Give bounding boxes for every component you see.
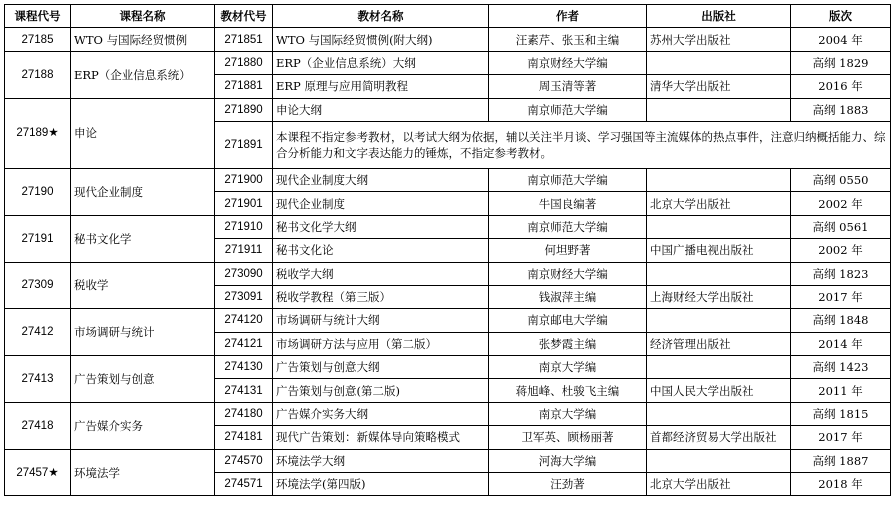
author: 蒋旭峰、杜骏飞主编 <box>489 379 647 402</box>
course-code: 27309 <box>5 262 71 309</box>
publisher <box>647 168 791 191</box>
book-name: 市场调研方法与应用（第二版） <box>273 332 489 355</box>
author: 汪素芹、张玉和主编 <box>489 28 647 51</box>
header-publisher: 出版社 <box>647 5 791 28</box>
course-code: 27412 <box>5 309 71 356</box>
publisher: 上海财经大学出版社 <box>647 285 791 308</box>
book-code: 274181 <box>215 426 273 449</box>
book-name: 市场调研与统计大纲 <box>273 309 489 332</box>
author: 南京师范大学编 <box>489 215 647 238</box>
author: 南京大学编 <box>489 356 647 379</box>
publisher: 北京大学出版社 <box>647 473 791 496</box>
edition: 高纲 0561 <box>791 215 891 238</box>
edition: 2004 年 <box>791 28 891 51</box>
edition: 高纲 1883 <box>791 98 891 121</box>
edition: 高纲 1887 <box>791 449 891 472</box>
table-row <box>5 51 891 74</box>
course-name: 环境法学 <box>71 449 215 496</box>
edition: 高纲 0550 <box>791 168 891 191</box>
edition: 2017 年 <box>791 426 891 449</box>
no-textbook-note: 本课程不指定参考教材，以考试大纲为依据，辅以关注半月谈、学习强国等主流媒体的热点事件，注意归纳概括能力、综合分析能力和文字表达能力的锤炼，不指定参考教材。 <box>273 121 891 168</box>
author: 钱淑萍主编 <box>489 285 647 308</box>
publisher <box>647 356 791 379</box>
course-code: 27413 <box>5 356 71 403</box>
publisher: 首都经济贸易大学出版社 <box>647 426 791 449</box>
author: 南京邮电大学编 <box>489 309 647 332</box>
table-row <box>5 262 891 285</box>
book-code: 271880 <box>215 51 273 74</box>
course-name: 现代企业制度 <box>71 168 215 215</box>
publisher: 北京大学出版社 <box>647 192 791 215</box>
book-name: 秘书文化学大纲 <box>273 215 489 238</box>
table-row <box>5 98 891 121</box>
header-edition: 版次 <box>791 5 891 28</box>
table-row <box>5 449 891 472</box>
book-code: 273090 <box>215 262 273 285</box>
edition: 2014 年 <box>791 332 891 355</box>
book-code: 274120 <box>215 309 273 332</box>
course-name: WTO 与国际经贸惯例 <box>71 28 215 51</box>
book-name: 税收学大纲 <box>273 262 489 285</box>
course-code: 27189★ <box>5 98 71 168</box>
book-code: 273091 <box>215 285 273 308</box>
edition: 2018 年 <box>791 473 891 496</box>
author: 周玉清等著 <box>489 75 647 98</box>
textbook-table <box>4 4 891 496</box>
author: 南京财经大学编 <box>489 262 647 285</box>
course-name: 广告媒介实务 <box>71 402 215 449</box>
author: 南京大学编 <box>489 402 647 425</box>
author: 南京师范大学编 <box>489 98 647 121</box>
book-code: 274121 <box>215 332 273 355</box>
book-name: WTO 与国际经贸惯例(附大纲) <box>273 28 489 51</box>
book-code: 271901 <box>215 192 273 215</box>
author: 南京财经大学编 <box>489 51 647 74</box>
book-code: 271890 <box>215 98 273 121</box>
header-course-code: 课程代号 <box>5 5 71 28</box>
book-code: 274570 <box>215 449 273 472</box>
publisher <box>647 309 791 332</box>
publisher: 苏州大学出版社 <box>647 28 791 51</box>
course-code: 27185 <box>5 28 71 51</box>
book-name: 现代广告策划：新媒体导向策略模式 <box>273 426 489 449</box>
edition: 高纲 1823 <box>791 262 891 285</box>
course-name: 秘书文化学 <box>71 215 215 262</box>
author: 河海大学编 <box>489 449 647 472</box>
publisher: 清华大学出版社 <box>647 75 791 98</box>
edition: 2002 年 <box>791 192 891 215</box>
edition: 高纲 1848 <box>791 309 891 332</box>
table-row <box>5 356 891 379</box>
book-code: 274131 <box>215 379 273 402</box>
edition: 高纲 1815 <box>791 402 891 425</box>
book-name: 广告策划与创意(第二版) <box>273 379 489 402</box>
edition: 2011 年 <box>791 379 891 402</box>
publisher <box>647 215 791 238</box>
book-code: 274571 <box>215 473 273 496</box>
book-name: 税收学教程（第三版） <box>273 285 489 308</box>
publisher <box>647 51 791 74</box>
book-name: 广告策划与创意大纲 <box>273 356 489 379</box>
publisher: 经济管理出版社 <box>647 332 791 355</box>
edition: 2016 年 <box>791 75 891 98</box>
publisher <box>647 402 791 425</box>
header-book-code: 教材代号 <box>215 5 273 28</box>
author: 张梦霞主编 <box>489 332 647 355</box>
book-name: 广告媒介实务大纲 <box>273 402 489 425</box>
table-row <box>5 215 891 238</box>
book-code: 271911 <box>215 239 273 262</box>
author: 南京师范大学编 <box>489 168 647 191</box>
table-row <box>5 168 891 191</box>
table-row <box>5 402 891 425</box>
edition: 2002 年 <box>791 239 891 262</box>
book-name: ERP 原理与应用简明教程 <box>273 75 489 98</box>
header-author: 作者 <box>489 5 647 28</box>
publisher <box>647 449 791 472</box>
course-name: 申论 <box>71 98 215 168</box>
book-code: 271891 <box>215 121 273 168</box>
publisher: 中国人民大学出版社 <box>647 379 791 402</box>
course-name: 市场调研与统计 <box>71 309 215 356</box>
course-code: 27191 <box>5 215 71 262</box>
book-name: 现代企业制度 <box>273 192 489 215</box>
book-code: 271900 <box>215 168 273 191</box>
book-name: 环境法学大纲 <box>273 449 489 472</box>
book-name: 现代企业制度大纲 <box>273 168 489 191</box>
book-name: 秘书文化论 <box>273 239 489 262</box>
book-code: 271910 <box>215 215 273 238</box>
header-row <box>5 5 891 28</box>
book-code: 271881 <box>215 75 273 98</box>
table-row <box>5 309 891 332</box>
header-book-name: 教材名称 <box>273 5 489 28</box>
book-name: 申论大纲 <box>273 98 489 121</box>
edition: 高纲 1829 <box>791 51 891 74</box>
course-code: 27457★ <box>5 449 71 496</box>
author: 汪劲著 <box>489 473 647 496</box>
header-course-name: 课程名称 <box>71 5 215 28</box>
book-name: ERP（企业信息系统）大纲 <box>273 51 489 74</box>
book-code: 274130 <box>215 356 273 379</box>
course-code: 27418 <box>5 402 71 449</box>
course-name: 税收学 <box>71 262 215 309</box>
table-row <box>5 28 891 51</box>
course-name: ERP（企业信息系统） <box>71 51 215 98</box>
book-code: 271851 <box>215 28 273 51</box>
course-name: 广告策划与创意 <box>71 356 215 403</box>
edition: 2017 年 <box>791 285 891 308</box>
course-code: 27190 <box>5 168 71 215</box>
author: 卫军英、顾杨丽著 <box>489 426 647 449</box>
author: 何坦野著 <box>489 239 647 262</box>
publisher: 中国广播电视出版社 <box>647 239 791 262</box>
publisher <box>647 262 791 285</box>
book-name: 环境法学(第四版) <box>273 473 489 496</box>
publisher <box>647 98 791 121</box>
edition: 高纲 1423 <box>791 356 891 379</box>
author: 牛国良编著 <box>489 192 647 215</box>
course-code: 27188 <box>5 51 71 98</box>
book-code: 274180 <box>215 402 273 425</box>
